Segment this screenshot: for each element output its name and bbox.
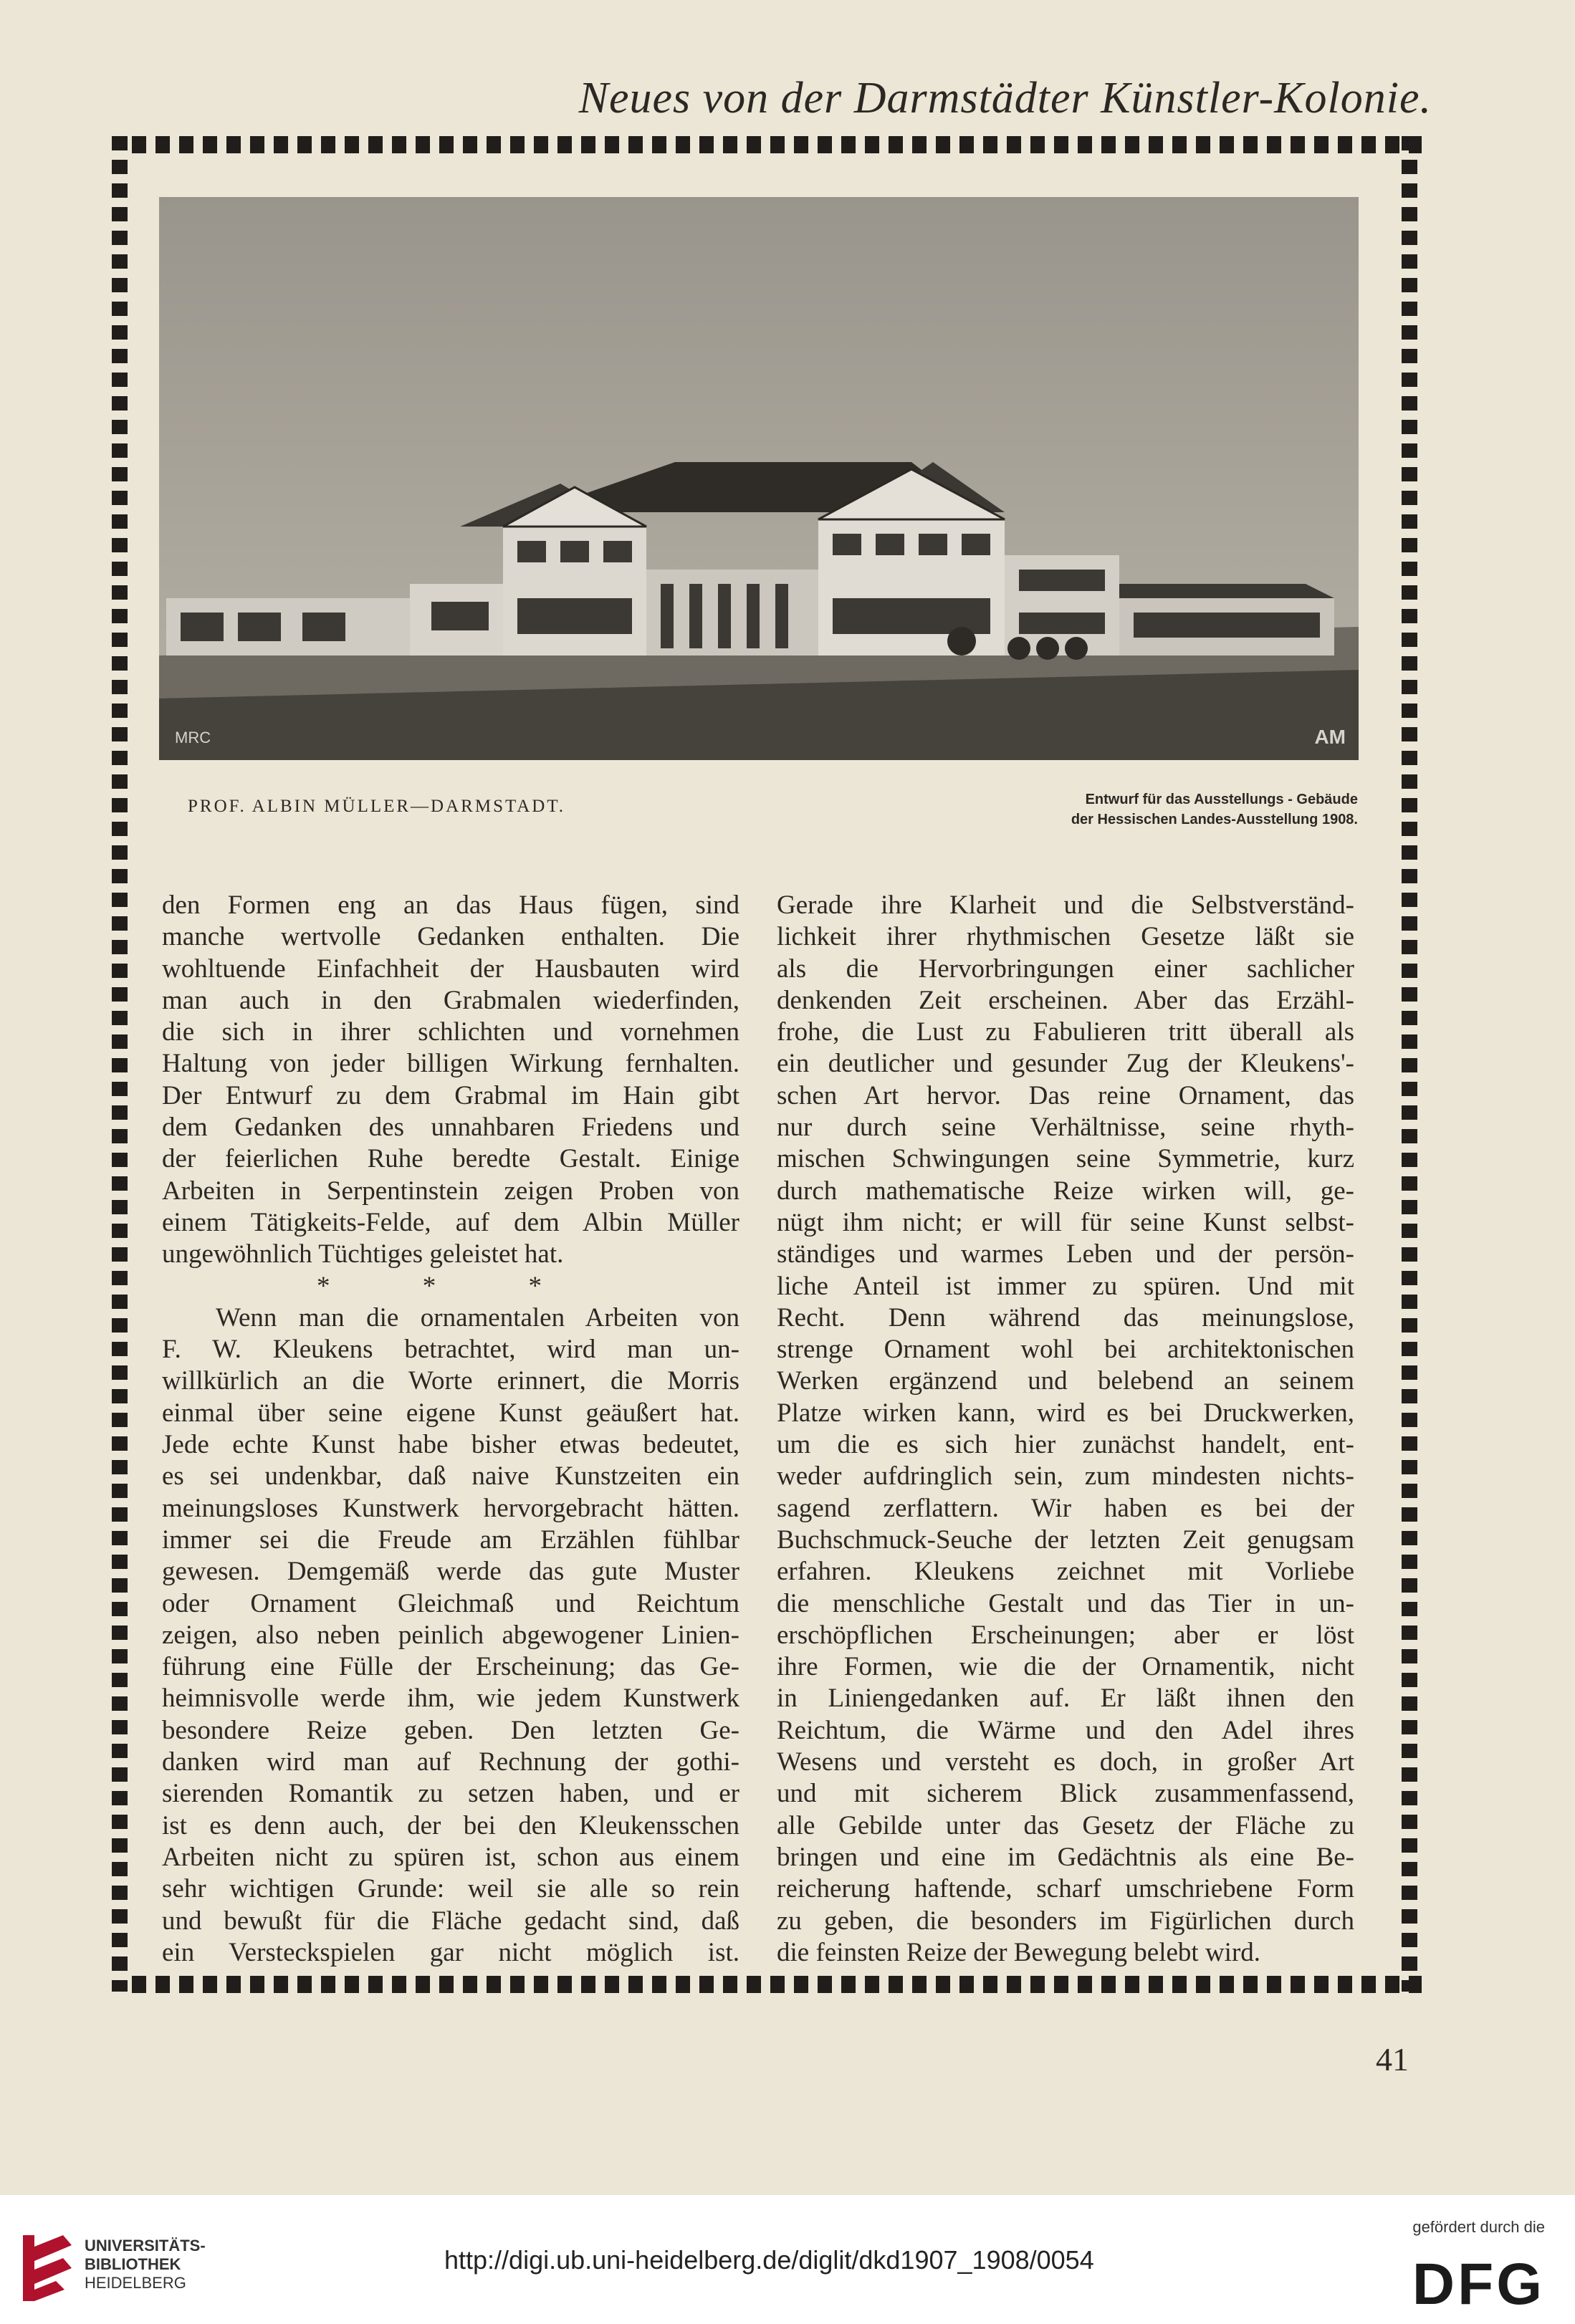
text-line: der feierlichen Ruhe beredte Gestalt. Einige bbox=[162, 1144, 739, 1174]
text-line: strenge Ornament wohl bei architektonischen bbox=[777, 1335, 1354, 1365]
frame-bottom bbox=[132, 1976, 1422, 1993]
text-line: durch mathematische Reize wirken will, ge- bbox=[777, 1176, 1354, 1206]
text-column-left bbox=[162, 890, 739, 1969]
text-line: ungewöhnlich Tüchtiges geleistet hat. bbox=[162, 1239, 564, 1269]
caption-title-line-1: Entwurf für das Ausstellungs - Gebäude bbox=[1085, 792, 1358, 807]
running-head: Neues von der Darmstädter Künstler-Kolonie. bbox=[578, 74, 1432, 123]
text-line: heimnisvolle werde ihm, wie jedem Kunstwerk bbox=[162, 1684, 739, 1714]
text-line: denkenden Zeit erscheinen. Aber das Erzähl- bbox=[777, 985, 1354, 1015]
text-line: zeigen, also neben peinlich abgewogener Linien- bbox=[162, 1620, 739, 1650]
text-line: willkürlich an die Worte erinnert, die Morris bbox=[162, 1366, 739, 1396]
text-line: führung eine Fülle der Erscheinung; das Ge- bbox=[162, 1652, 739, 1682]
text-line: F. W. Kleukens betrachtet, wird man un- bbox=[162, 1335, 739, 1365]
frame-top bbox=[132, 136, 1422, 153]
text-line: ein Versteckspielen gar nicht möglich ist. bbox=[162, 1937, 739, 1967]
text-line: die sich in ihrer schlichten und vornehmen bbox=[162, 1017, 739, 1047]
caption-artist: PROF. ALBIN MÜLLER—DARMSTADT. bbox=[188, 797, 566, 816]
text-line: immer sei die Freude am Erzählen fühlbar bbox=[162, 1524, 739, 1555]
text-line: erfahren. Kleukens zeichnet mit Vorliebe bbox=[777, 1557, 1354, 1587]
text-line: oder Ornament Gleichmaß und Reichtum bbox=[162, 1588, 739, 1618]
text-line: Werken ergänzend und belebend an seinem bbox=[777, 1366, 1354, 1396]
frame-right bbox=[1402, 136, 1417, 1992]
building-illustration bbox=[159, 197, 1359, 760]
text-line: den Formen eng an das Haus fügen, sind bbox=[162, 890, 739, 920]
text-line: nügt ihm nicht; er will für seine Kunst selbst- bbox=[777, 1207, 1354, 1237]
text-line: frohe, die Lust zu Fabulieren tritt überall als bbox=[777, 1017, 1354, 1047]
text-line: weder aufdringlich sein, zum mindesten nichts- bbox=[777, 1461, 1354, 1492]
dfg-logo: DFG bbox=[1412, 2252, 1545, 2317]
text-line: reicherung haftende, scharf umschriebene Form bbox=[777, 1874, 1354, 1904]
text-line: danken wird man auf Rechnung der gothi- bbox=[162, 1747, 739, 1777]
footer-bar bbox=[0, 2195, 1575, 2324]
text-line: Wesens und versteht es doch, in großer Art bbox=[777, 1747, 1354, 1777]
text-line: einem Tätigkeits-Felde, auf dem Albin Müller bbox=[162, 1207, 739, 1237]
text-line: Gerade ihre Klarheit und die Selbstverständ- bbox=[777, 890, 1354, 920]
text-line: sehr wichtigen Grunde: weil sie alle so rein bbox=[162, 1874, 739, 1904]
text-line: Recht. Denn während das meinungslose, bbox=[777, 1302, 1354, 1333]
text-line: mischen Schwingungen seine Symmetrie, kurz bbox=[777, 1144, 1354, 1174]
text-line: alle Gebilde unter das Gesetz der Fläche zu bbox=[777, 1810, 1354, 1840]
text-line: manche wertvolle Gedanken enthalten. Die bbox=[162, 922, 739, 952]
text-line: besondere Reize geben. Den letzten Ge- bbox=[162, 1715, 739, 1745]
frame-left bbox=[112, 136, 128, 1992]
text-line: Jede echte Kunst habe bisher etwas bedeutet, bbox=[162, 1430, 739, 1460]
library-name bbox=[85, 2237, 206, 2292]
text-line: liche Anteil ist immer zu spüren. Und mit bbox=[777, 1271, 1354, 1301]
text-line: wohltuende Einfachheit der Hausbauten wird bbox=[162, 954, 739, 984]
library-logo-icon bbox=[20, 2232, 75, 2307]
text-line: ihre Formen, wie die der Ornamentik, nicht bbox=[777, 1652, 1354, 1682]
text-line: es sei undenkbar, daß naive Kunstzeiten ein bbox=[162, 1461, 739, 1492]
text-line: Arbeiten in Serpentinstein zeigen Proben von bbox=[162, 1176, 739, 1206]
text-line: dem Gedanken des unnahbaren Friedens und bbox=[162, 1113, 739, 1143]
digitization-url-link[interactable]: http://digi.ub.uni-heidelberg.de/diglit/dkd1907_1908/0054 bbox=[444, 2245, 1094, 2275]
text-line: einmal über seine eigene Kunst geäußert hat. bbox=[162, 1398, 739, 1428]
text-line: ständiges und warmes Leben und der persön- bbox=[777, 1239, 1354, 1269]
text-line: ist es denn auch, der bei den Kleukensschen bbox=[162, 1810, 739, 1840]
illustration-monogram-right: AM bbox=[1314, 726, 1346, 748]
illustration-monogram-left: MRC bbox=[175, 729, 211, 746]
page-number: 41 bbox=[1376, 2041, 1409, 2078]
text-line: die feinsten Reize der Bewegung belebt wird. bbox=[777, 1937, 1261, 1967]
text-line: in Liniengedanken auf. Er läßt ihnen den bbox=[777, 1684, 1354, 1714]
text-line: erschöpflichen Erscheinungen; aber er löst bbox=[777, 1620, 1354, 1650]
text-line: gewesen. Demgemäß werde das gute Muster bbox=[162, 1557, 739, 1587]
caption-title-line-2: der Hessischen Landes-Ausstellung 1908. bbox=[1071, 812, 1358, 827]
text-line: sagend zerflattern. Wir haben es bei der bbox=[777, 1493, 1354, 1523]
text-line: als die Hervorbringungen einer sachlicher bbox=[777, 954, 1354, 984]
text-line: und bewußt für die Fläche gedacht sind, daß bbox=[162, 1906, 739, 1936]
funded-by-label: gefördert durch die bbox=[1412, 2218, 1545, 2236]
text-line: Arbeiten nicht zu spüren ist, schon aus einem bbox=[162, 1842, 739, 1872]
text-line: um die es sich hier zunächst handelt, ent- bbox=[777, 1430, 1354, 1460]
text-line: und mit sicherem Blick zusammenfassend, bbox=[777, 1779, 1354, 1809]
text-line: sierenden Romantik zu setzen haben, und er bbox=[162, 1779, 739, 1809]
text-line: Haltung von jeder billigen Wirkung fernhalten. bbox=[162, 1049, 739, 1079]
library-name-line-2: BIBLIOTHEK bbox=[85, 2255, 181, 2273]
library-name-line-3: HEIDELBERG bbox=[85, 2274, 186, 2292]
text-line: Reichtum, die Wärme und den Adel ihres bbox=[777, 1715, 1354, 1745]
text-line: ein deutlicher und gesunder Zug der Kleukens'- bbox=[777, 1049, 1354, 1079]
text-line: die menschliche Gestalt und das Tier in un- bbox=[777, 1588, 1354, 1618]
text-column-right bbox=[777, 890, 1354, 1969]
section-divider: * * * bbox=[317, 1271, 585, 1301]
text-line: lichkeit ihrer rhythmischen Gesetze läßt sie bbox=[777, 922, 1354, 952]
text-line: nur durch seine Verhältnisse, seine rhyth- bbox=[777, 1113, 1354, 1143]
text-line: schen Art hervor. Das reine Ornament, das bbox=[777, 1080, 1354, 1110]
library-name-line-1: UNIVERSITÄTS- bbox=[85, 2237, 206, 2255]
caption-title bbox=[856, 789, 1358, 830]
text-line: man auch in den Grabmalen wiederfinden, bbox=[162, 985, 739, 1015]
text-line: Wenn man die ornamentalen Arbeiten von bbox=[216, 1302, 739, 1333]
text-line: bringen und eine im Gedächtnis als eine Be- bbox=[777, 1842, 1354, 1872]
text-line: Buchschmuck-Seuche der letzten Zeit genugsam bbox=[777, 1524, 1354, 1555]
text-line: Platze wirken kann, wird es bei Druckwerken, bbox=[777, 1398, 1354, 1428]
text-line: Der Entwurf zu dem Grabmal im Hain gibt bbox=[162, 1080, 739, 1110]
text-line: meinungsloses Kunstwerk hervorgebracht hätten. bbox=[162, 1493, 739, 1523]
text-line: zu geben, die besonders im Figürlichen durch bbox=[777, 1906, 1354, 1936]
